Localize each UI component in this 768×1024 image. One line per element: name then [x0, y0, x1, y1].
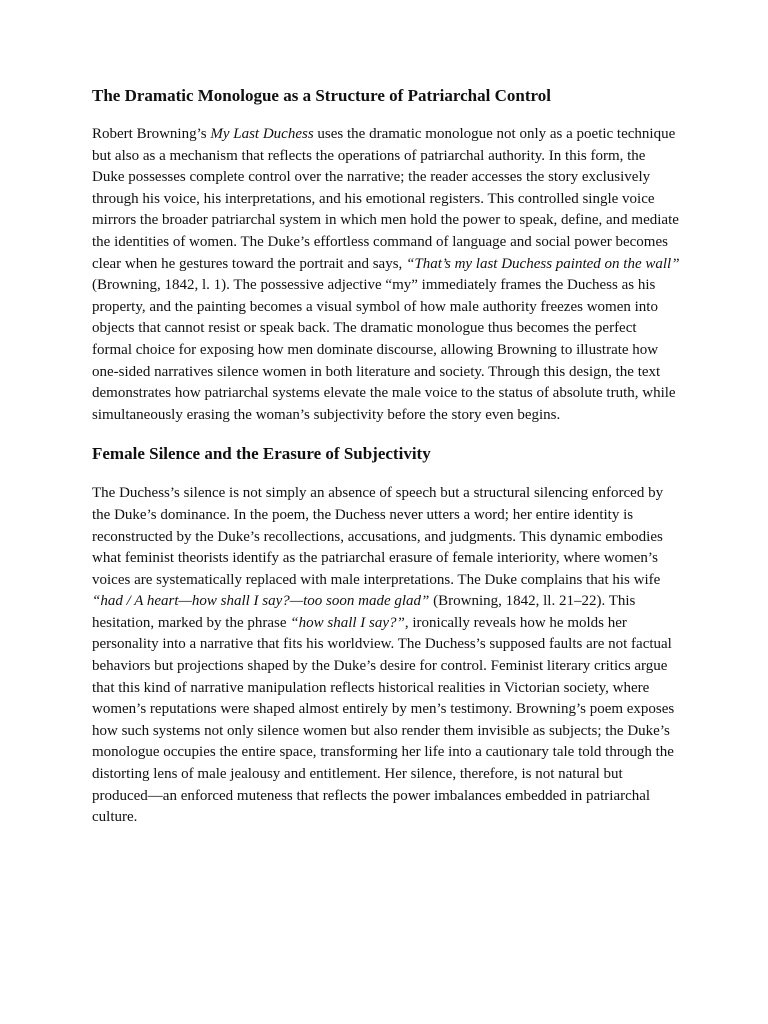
- text-run: (Browning, 1842, ll. 21–22). This hesitation, marked by the phrase: [92, 593, 636, 631]
- work-title: My Last Duchess: [210, 126, 314, 142]
- section-heading: The Dramatic Monologue as a Structure of Patriarchal Control: [92, 86, 551, 105]
- quotation: “how shall I say?”: [290, 614, 405, 631]
- text-run: uses the dramatic monologue not only as a poetic technique but also as a mechanism that reflects the operations of patriarchal authority. In this form, the Duke possesses complete control over the narrative; the reader accesses the story exclusively through his voice, his interpretations, and his emotional registers. This controlled single voice mirrors the broader patriarchal system in which men hold the power to speak, define, and mediate the identities of women. The Duke’s effortless command of language and social power becomes clear when he gestures toward the portrait and says,: [92, 126, 679, 272]
- quotation: “had / A heart—how shall I say?—too soon made glad”: [92, 593, 430, 610]
- body-paragraph: [92, 124, 680, 426]
- body-paragraph: [92, 483, 680, 829]
- section-heading: Female Silence and the Erasure of Subjectivity: [92, 444, 431, 464]
- quotation: “That’s my last Duchess painted on the wall”: [406, 255, 680, 272]
- text-run: Robert Browning’s: [92, 126, 211, 142]
- text-run: (Browning, 1842, l. 1). The possessive adjective “my” immediately frames the Duchess as his property, and the painting becomes a visual symbol of how male authority freezes women into objects that cannot resist or speak back. The dramatic monologue thus becomes the perfect formal choice for exposing how men dominate discourse, allowing Browning to illustrate how one-sided narratives silence women in both literature and society. Through this design, the text demonstrates how patriarchal systems elevate the male voice to the status of absolute truth, while simultaneously erasing the woman’s subjectivity before the story even begins.: [92, 277, 676, 423]
- text-run: The Duchess’s silence is not simply an absence of speech but a structural silencing enforced by the Duke’s dominance. In the poem, the Duchess never utters a word; her entire identity is reconstructed by the Duke’s recollections, accusations, and judgments. This dynamic embodies what feminist theorists identify as the patriarchal erasure of female interiority, where women’s voices are systematically replaced with male interpretations. The Duke complains that his wife: [92, 485, 664, 588]
- document-page: [92, 86, 680, 829]
- text-run: , ironically reveals how he molds her personality into a narrative that fits his worldview. The Duchess’s supposed faults are not factual behaviors but projections shaped by the Duke’s desire for control. Feminist literary critics argue that this kind of narrative manipulation reflects historical realities in Victorian society, where women’s reputations were shaped almost entirely by men’s testimony. Browning’s poem exposes how such systems not only silence women but also render them invisible as subjects; the Duke’s monologue occupies the entire space, transforming her life into a cautionary tale told through the distorting lens of male jealousy and entitlement. Her silence, therefore, is not natural but produced—an enforced muteness that reflects the power imbalances embedded in patriarchal culture.: [92, 614, 675, 826]
